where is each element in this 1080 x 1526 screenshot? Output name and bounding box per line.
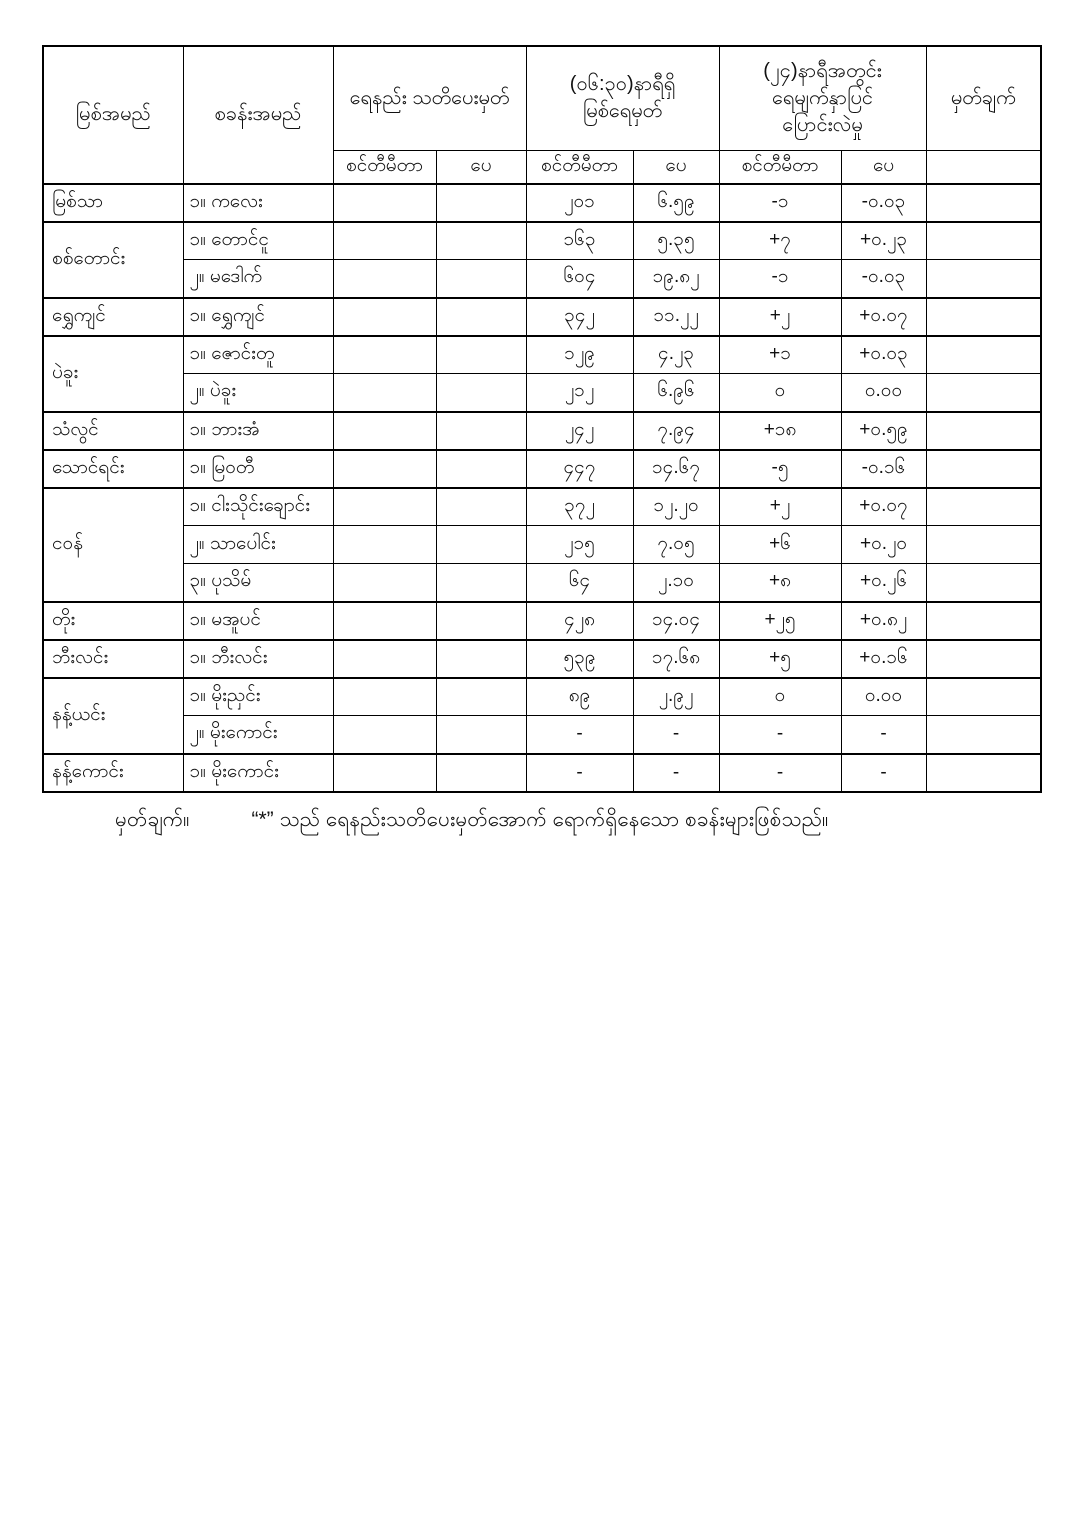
table-row	[43, 336, 1041, 374]
warning-cm-cell	[333, 754, 436, 792]
warning-cm-cell	[333, 222, 436, 260]
remark-cell	[926, 184, 1041, 222]
warning-cm-cell	[333, 336, 436, 374]
river-name-cell: ပဲခူး	[43, 336, 183, 412]
river-name-cell: သံလွင်	[43, 412, 183, 450]
change-cm-cell: -၅	[719, 450, 841, 488]
table-row	[43, 602, 1041, 640]
remark-cell	[926, 336, 1041, 374]
remark-cell	[926, 678, 1041, 716]
subheader-remark-empty	[926, 150, 1041, 184]
warning-feet-cell	[436, 754, 526, 792]
warning-cm-cell	[333, 564, 436, 602]
change-cm-cell: -	[719, 754, 841, 792]
river-name-cell: စစ်တောင်း	[43, 222, 183, 298]
level-feet-cell: ၇.၀၅	[633, 526, 719, 564]
level-cm-cell: ၂၄၂	[526, 412, 633, 450]
remark-cell	[926, 564, 1041, 602]
warning-cm-cell	[333, 450, 436, 488]
table-row	[43, 374, 1041, 412]
warning-feet-cell	[436, 222, 526, 260]
warning-feet-cell	[436, 564, 526, 602]
col-header-water-level-0630: (၀၆:၃၀)နာရီရှိ မြစ်ရေမှတ်	[526, 46, 719, 150]
level-feet-cell: ၆.၉၆	[633, 374, 719, 412]
warning-feet-cell	[436, 260, 526, 298]
level-cm-cell: ၅၃၉	[526, 640, 633, 678]
remark-cell	[926, 450, 1041, 488]
level-feet-cell: ၅.၃၅	[633, 222, 719, 260]
level-feet-cell: ၁၄.၀၄	[633, 602, 719, 640]
change-cm-cell: -၁	[719, 260, 841, 298]
table-row	[43, 564, 1041, 602]
subheader-warning-feet: ပေ	[436, 150, 526, 184]
warning-feet-cell	[436, 488, 526, 526]
station-name-cell: ၂။ ပဲခူး	[183, 374, 333, 412]
table-row	[43, 260, 1041, 298]
remark-cell	[926, 298, 1041, 336]
change-feet-cell: +၀.၅၉	[841, 412, 926, 450]
remark-cell	[926, 602, 1041, 640]
table-row	[43, 640, 1041, 678]
subheader-level-feet: ပေ	[633, 150, 719, 184]
col-header-station-name: စခန်းအမည်	[183, 46, 333, 184]
warning-cm-cell	[333, 640, 436, 678]
level-cm-cell: -	[526, 754, 633, 792]
remark-cell	[926, 488, 1041, 526]
change-cm-cell: +၈	[719, 564, 841, 602]
station-name-cell: ၁။ မအူပင်	[183, 602, 333, 640]
warning-feet-cell	[436, 526, 526, 564]
level-cm-cell: ၆၀၄	[526, 260, 633, 298]
level-cm-cell: ၆၄	[526, 564, 633, 602]
river-water-level-table	[42, 45, 1042, 793]
change-feet-cell: -	[841, 754, 926, 792]
subheader-change-centimeter: စင်တီမီတာ	[719, 150, 841, 184]
station-name-cell: ၁။ ဘားအံ	[183, 412, 333, 450]
level-feet-cell: ၆.၅၉	[633, 184, 719, 222]
river-name-cell: ဘီးလင်း	[43, 640, 183, 678]
station-name-cell: ၁။ ရွှေကျင်	[183, 298, 333, 336]
level-cm-cell: ၄၄၇	[526, 450, 633, 488]
level-cm-cell: ၁၆၃	[526, 222, 633, 260]
level-feet-cell: ၇.၉၄	[633, 412, 719, 450]
change-feet-cell: -၀.၀၃	[841, 184, 926, 222]
remark-cell	[926, 412, 1041, 450]
level-cm-cell: ၃၄၂	[526, 298, 633, 336]
change-cm-cell: ၀	[719, 678, 841, 716]
subheader-warning-centimeter: စင်တီမီတာ	[333, 150, 436, 184]
change-feet-cell: +၀.၂၃	[841, 222, 926, 260]
remark-cell	[926, 260, 1041, 298]
level-feet-cell: ၁၇.၆၈	[633, 640, 719, 678]
level-feet-cell: ၄.၂၃	[633, 336, 719, 374]
table-row	[43, 526, 1041, 564]
remark-cell	[926, 754, 1041, 792]
change-cm-cell: +၅	[719, 640, 841, 678]
station-name-cell: ၁။ ဘီးလင်း	[183, 640, 333, 678]
col-header-river-name: မြစ်အမည်	[43, 46, 183, 184]
remark-cell	[926, 716, 1041, 754]
table-header	[43, 46, 1041, 184]
change-feet-cell: +၀.၂၆	[841, 564, 926, 602]
change-feet-cell: -၀.၀၃	[841, 260, 926, 298]
warning-cm-cell	[333, 298, 436, 336]
warning-feet-cell	[436, 678, 526, 716]
station-name-cell: ၃။ ပုသိမ်	[183, 564, 333, 602]
warning-cm-cell	[333, 184, 436, 222]
change-feet-cell: +၀.၀၃	[841, 336, 926, 374]
station-name-cell: ၂။ သာပေါင်း	[183, 526, 333, 564]
warning-feet-cell	[436, 602, 526, 640]
level-feet-cell: ၂.၁၀	[633, 564, 719, 602]
table-row	[43, 184, 1041, 222]
warning-cm-cell	[333, 602, 436, 640]
level-feet-cell: -	[633, 754, 719, 792]
level-feet-cell: ၁၉.၈၂	[633, 260, 719, 298]
col-header-remark: မှတ်ချက်	[926, 46, 1041, 150]
remark-cell	[926, 374, 1041, 412]
warning-feet-cell	[436, 450, 526, 488]
station-name-cell: ၁။ မြဝတီ	[183, 450, 333, 488]
change-cm-cell: -	[719, 716, 841, 754]
table-row	[43, 488, 1041, 526]
level-feet-cell: ၂.၉၂	[633, 678, 719, 716]
change-feet-cell: +၀.၀၇	[841, 298, 926, 336]
level-cm-cell: ၈၉	[526, 678, 633, 716]
station-name-cell: ၂။ မဒေါက်	[183, 260, 333, 298]
warning-cm-cell	[333, 526, 436, 564]
table-row	[43, 450, 1041, 488]
level-cm-cell: ၃၇၂	[526, 488, 633, 526]
change-cm-cell: +၂	[719, 298, 841, 336]
table-row	[43, 716, 1041, 754]
level-cm-cell: ၂၁၂	[526, 374, 633, 412]
level-feet-cell: ၁၁.၂၂	[633, 298, 719, 336]
warning-feet-cell	[436, 412, 526, 450]
river-name-cell: သောင်ရင်း	[43, 450, 183, 488]
level-feet-cell: ၁၂.၂၀	[633, 488, 719, 526]
river-name-cell: တိုး	[43, 602, 183, 640]
station-name-cell: ၁။ ငါးသိုင်းချောင်း	[183, 488, 333, 526]
table-body	[43, 184, 1041, 792]
subheader-level-centimeter: စင်တီမီတာ	[526, 150, 633, 184]
river-name-cell: ငဝန်	[43, 488, 183, 602]
warning-feet-cell	[436, 716, 526, 754]
remark-cell	[926, 222, 1041, 260]
change-feet-cell: -၀.၁၆	[841, 450, 926, 488]
table-row	[43, 754, 1041, 792]
level-cm-cell: ၄၂၈	[526, 602, 633, 640]
change-cm-cell: +၆	[719, 526, 841, 564]
change-feet-cell: -	[841, 716, 926, 754]
warning-feet-cell	[436, 374, 526, 412]
subheader-change-feet: ပေ	[841, 150, 926, 184]
warning-feet-cell	[436, 336, 526, 374]
station-name-cell: ၁။ ဇောင်းတူ	[183, 336, 333, 374]
station-name-cell: ၁။ မိုးညှင်း	[183, 678, 333, 716]
warning-cm-cell	[333, 716, 436, 754]
warning-feet-cell	[436, 640, 526, 678]
station-name-cell: ၁။ မိုးကောင်း	[183, 754, 333, 792]
table-row	[43, 678, 1041, 716]
warning-cm-cell	[333, 412, 436, 450]
change-cm-cell: -၁	[719, 184, 841, 222]
station-name-cell: ၁။ တောင်ငူ	[183, 222, 333, 260]
change-cm-cell: +၂	[719, 488, 841, 526]
station-name-cell: ၂။ မိုးကောင်း	[183, 716, 333, 754]
change-feet-cell: +၀.၈၂	[841, 602, 926, 640]
footnote-text: “*” သည် ရေနည်းသတိပေးမှတ်အောက် ရောက်ရှိနေသော စခန်းများဖြစ်သည်။	[251, 808, 829, 831]
river-name-cell: ရွှေကျင်	[43, 298, 183, 336]
river-name-cell: နန့်ကောင်း	[43, 754, 183, 792]
level-feet-cell: -	[633, 716, 719, 754]
table-row	[43, 412, 1041, 450]
footnote-label: မှတ်ချက်။	[115, 808, 190, 831]
change-cm-cell: +၁၈	[719, 412, 841, 450]
river-name-cell: မြစ်သာ	[43, 184, 183, 222]
table-row	[43, 298, 1041, 336]
change-feet-cell: +၀.၂၀	[841, 526, 926, 564]
station-name-cell: ၁။ ကလေး	[183, 184, 333, 222]
level-cm-cell: -	[526, 716, 633, 754]
change-cm-cell: +၂၅	[719, 602, 841, 640]
col-header-low-water-warning-mark: ရေနည်း သတိပေးမှတ်	[333, 46, 526, 150]
change-feet-cell: ၀.၀၀	[841, 374, 926, 412]
change-feet-cell: +၀.၁၆	[841, 640, 926, 678]
remark-cell	[926, 640, 1041, 678]
change-cm-cell: +၇	[719, 222, 841, 260]
warning-feet-cell	[436, 184, 526, 222]
warning-cm-cell	[333, 488, 436, 526]
level-cm-cell: ၂၀၁	[526, 184, 633, 222]
remark-cell	[926, 526, 1041, 564]
warning-cm-cell	[333, 374, 436, 412]
change-feet-cell: +၀.၀၇	[841, 488, 926, 526]
col-header-24hr-change: (၂၄)နာရီအတွင်း ရေမျက်နှာပြင် ပြောင်းလဲမှု	[719, 46, 926, 150]
warning-cm-cell	[333, 678, 436, 716]
level-cm-cell: ၂၁၅	[526, 526, 633, 564]
table-row	[43, 222, 1041, 260]
change-cm-cell: ၀	[719, 374, 841, 412]
change-feet-cell: ၀.၀၀	[841, 678, 926, 716]
footnote	[115, 806, 828, 837]
river-name-cell: နန့်ယင်း	[43, 678, 183, 754]
warning-cm-cell	[333, 260, 436, 298]
level-cm-cell: ၁၂၉	[526, 336, 633, 374]
change-cm-cell: +၁	[719, 336, 841, 374]
level-feet-cell: ၁၄.၆၇	[633, 450, 719, 488]
warning-feet-cell	[436, 298, 526, 336]
